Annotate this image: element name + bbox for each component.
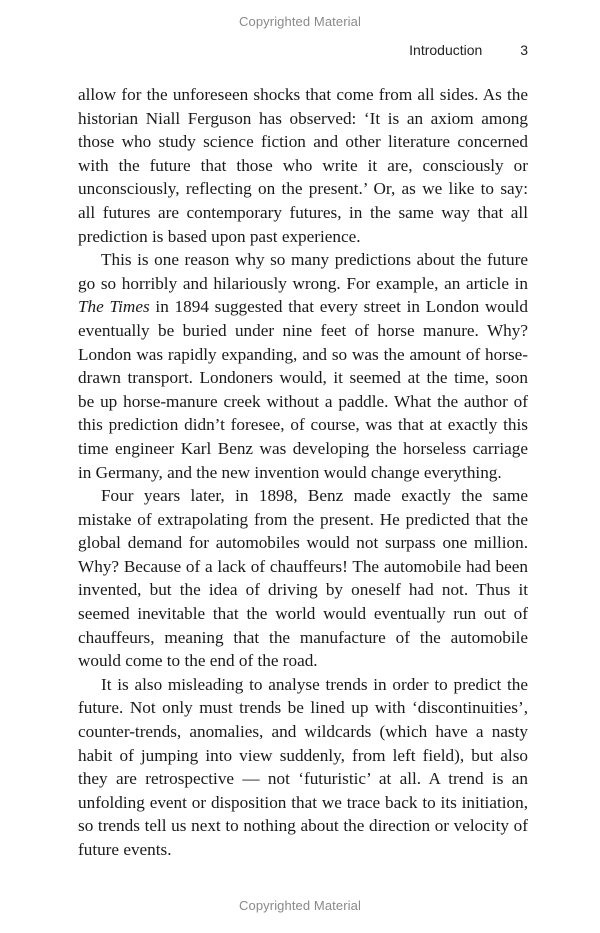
- chapter-title: Introduction: [409, 42, 483, 58]
- body-text: [78, 83, 528, 862]
- copyright-watermark-top: Copyrighted Material: [239, 14, 361, 29]
- paragraph-4: It is also misleading to analyse trends in order to predict the future. Not only must trends be lined up with ‘discontinuities’, counter-trends, anomalies, and wildcards (which have a nasty habit of jumping into view suddenly, from left field), but also they are retrospective — not ‘futuristic’ at all. A trend is an unfolding event or disposition that we trace back to its initiation, so trends tell us next to nothing about the direction or velocity of future events.: [78, 674, 528, 859]
- paragraph-2-text-start: This is one reason why so many predictions about the future go so horribly and hilariously wrong. For example, an article in: [78, 250, 528, 293]
- paragraph-2: [78, 248, 528, 484]
- paragraph-1: allow for the unforeseen shocks that come from all sides. As the historian Niall Ferguson has observed: ‘It is an axiom among those who study science fiction and other literature concerned with the future that those who write it are, consciously or unconsciously, reflecting on the present.’ Or, as we like to say: all futures are contemporary futures, in the same way that all prediction is based upon past experience.: [78, 85, 528, 246]
- running-header: [409, 42, 528, 58]
- paragraph-2-text-end: in 1894 suggested that every street in London would eventually be buried under nine feet of horse manure. Why? London was rapidly expanding, and so was the amount of horse-drawn transport. Londoners would, it seemed at the time, soon be up horse-manure creek without a paddle. What the author of this prediction didn’t foresee, of course, was that at exactly this time engineer Karl Benz was developing the horseless carriage in Germany, and the new invention would change everything.: [78, 297, 528, 482]
- newspaper-title: The Times: [78, 297, 150, 317]
- copyright-watermark-bottom: Copyrighted Material: [239, 898, 361, 913]
- page-number: 3: [520, 42, 528, 58]
- paragraph-3: Four years later, in 1898, Benz made exactly the same mistake of extrapolating from the present. He predicted that the global demand for automobiles would not surpass one million. Why? Because of a lack of chauffeurs! The automobile had been invented, but the idea of driving by oneself had not. Thus it seemed inevitable that the world would eventually run out of chauffeurs, meaning that the manufacture of the automobile would come to the end of the road.: [78, 486, 528, 671]
